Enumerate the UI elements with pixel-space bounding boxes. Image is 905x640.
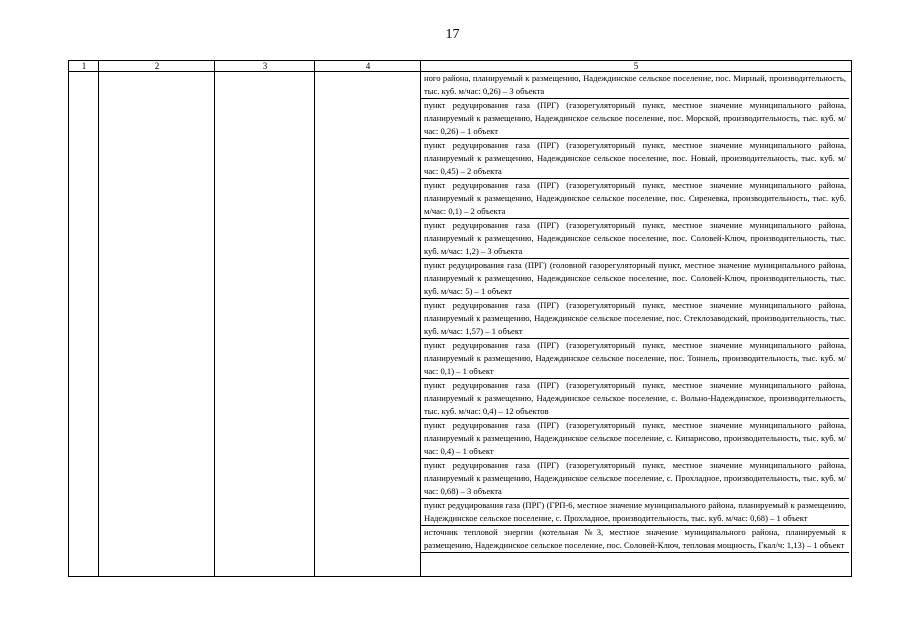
page-number: 17 <box>445 27 460 42</box>
column-divider <box>314 61 315 576</box>
data-table <box>68 60 852 577</box>
table-cell-entry: пункт редуцирования газа (ПРГ) (газорегуляторный пункт, местное значение муниципального района, планируемый к размещению, Надеждинское сельское поселение, с. Вольно-Надеждинское, производительность, тыс. куб. м/час: 0,4) – 12 объектов <box>421 379 849 419</box>
table-cell-entry: пункт редуцирования газа (ПРГ) (газорегуляторный пункт, местное значение муниципального района, планируемый к размещению, Надеждинское сельское поселение, пос. Сиреневка, производительность, тыс. куб. м/час: 0,1) – 2 объекта <box>421 179 849 219</box>
table-cell-entry: пункт редуцирования газа (ПРГ) (газорегуляторный пункт, местное значение муниципального района, планируемый к размещению, Надеждинское сельское поселение, с. Прохладное, производительность, тыс. куб. м/час: 0,68) – 3 объекта <box>421 459 849 499</box>
table-cell-entry: пункт редуцирования газа (ПРГ) (газорегуляторный пункт, местное значение муниципального района, планируемый к размещению, Надеждинское сельское поселение, с. Кипарисово, производительность, тыс. куб. м/час: 0,4) – 1 объект <box>421 419 849 459</box>
table-cell-entry: пункт редуцирования газа (ПРГ) (газорегуляторный пункт, местное значение муниципального района, планируемый к размещению, Надеждинское сельское поселение, пос. Морской, производительность, тыс. куб. м/час: 0,26) – 1 объект <box>421 99 849 139</box>
header-col-5: 5 <box>633 61 639 71</box>
table-cell-entry: пункт редуцирования газа (ПРГ) (ГРП-6, местное значение муниципального района, планируемый к размещению, Надеждинское сельское поселение, с. Прохладное, производительность, тыс. куб. м/час: 0,68) – 1 объект <box>421 499 849 526</box>
column-5-content <box>421 72 849 553</box>
header-col-2: 2 <box>154 61 160 71</box>
header-col-4: 4 <box>365 61 371 71</box>
table-cell-entry: пункт редуцирования газа (ПРГ) (газорегуляторный пункт, местное значение муниципального района, планируемый к размещению, Надеждинское сельское поселение, пос. Стеклозаводский, производительность, тыс. куб. м/час: 1,57) – 1 объект <box>421 299 849 339</box>
header-col-3: 3 <box>262 61 268 71</box>
table-cell-entry: пункт редуцирования газа (ПРГ) (газорегуляторный пункт, местное значение муниципального района, планируемый к размещению, Надеждинское сельское поселение, пос. Новый, производительность, тыс. куб. м/час: 0,45) – 2 объекта <box>421 139 849 179</box>
column-divider <box>214 61 215 576</box>
header-col-1: 1 <box>81 61 87 71</box>
table-cell-entry: пункт редуцирования газа (ПРГ) (газорегуляторный пункт, местное значение муниципального района, планируемый к размещению, Надеждинское сельское поселение, пос. Тоннель, производительность, тыс. куб. м/час: 0,1) – 1 объект <box>421 339 849 379</box>
table-cell-entry: ного района, планируемый к размещению, Надеждинское сельское поселение, пос. Мирный, производительность, тыс. куб. м/час: 0,26) – 3 объекта <box>421 72 849 99</box>
table-header-row <box>69 61 851 72</box>
table-cell-entry: пункт редуцирования газа (ПРГ) (головной газорегуляторный пункт, местное значение муниципального района, планируемый к размещению, Надеждинское сельское поселение, пос. Соловей-Ключ, производительность, тыс. куб. м/час: 5) – 1 объект <box>421 259 849 299</box>
column-divider <box>98 61 99 576</box>
table-cell-entry: пункт редуцирования газа (ПРГ) (газорегуляторный пункт, местное значение муниципального района, планируемый к размещению, Надеждинское сельское поселение, пос. Соловей-Ключ, производительность, тыс. куб. м/час: 1,2) – 3 объекта <box>421 219 849 259</box>
table-cell-entry: источник тепловой энергии (котельная №3, местное значение муниципального района, планируемый к размещению, Надеждинское сельское поселение, пос. Соловей-Ключ, тепловая мощность, Гкал/ч: 1,13) – 1 объект <box>421 526 849 553</box>
